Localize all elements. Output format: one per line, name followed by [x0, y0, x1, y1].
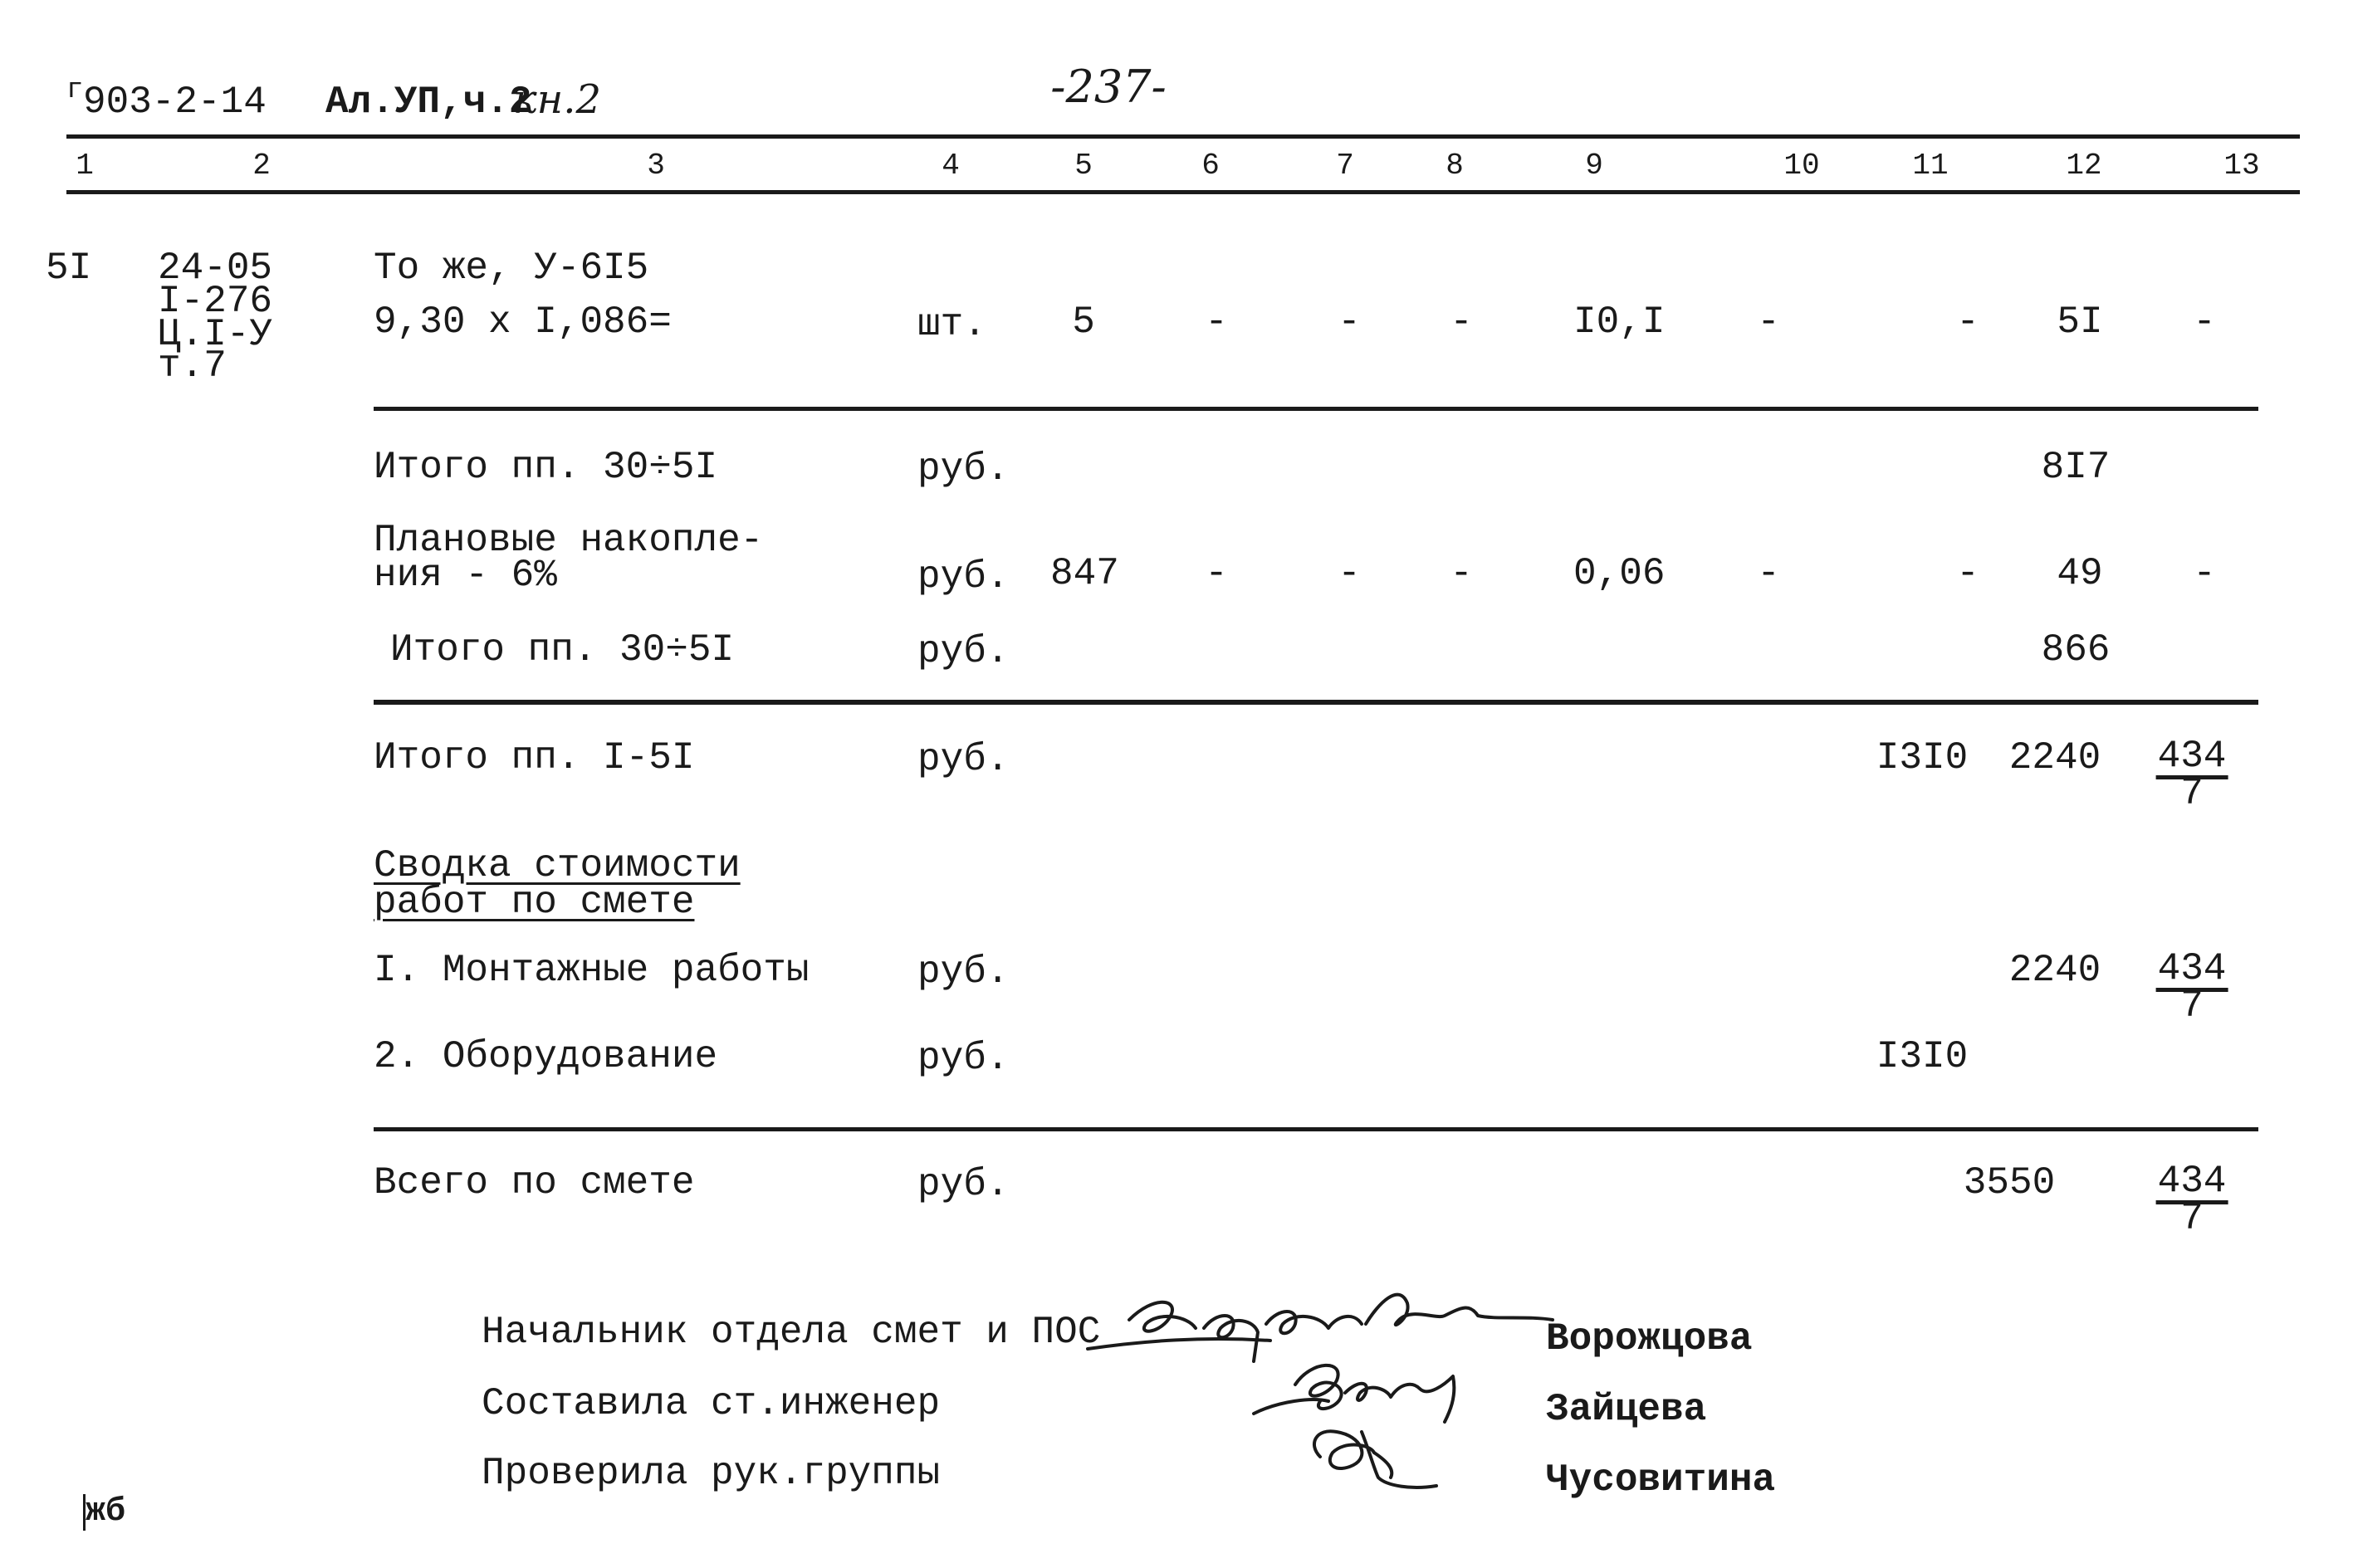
planned-col8: -: [1450, 552, 1473, 595]
subtotal-1-unit: руб.: [917, 447, 1010, 491]
planned-col11: -: [1956, 552, 1979, 595]
total-all-col12: 2240: [2008, 736, 2101, 779]
grand-total-value: 3550: [1963, 1161, 2056, 1204]
fraction-numerator: 434: [2157, 735, 2227, 778]
doc-code: 903-2-14: [83, 81, 267, 124]
header-corner-mark: г: [66, 75, 84, 106]
summary-heading-line2: работ по смете: [374, 881, 695, 924]
section-rule: [374, 700, 2258, 705]
signatory-name: Чусовитина: [1546, 1458, 1776, 1502]
col-header-3: 3: [647, 149, 665, 183]
col-header-5: 5: [1074, 149, 1093, 183]
total-all-col13-fraction: [2156, 737, 2228, 813]
planned-label-line1: Плановые накопле-: [374, 519, 764, 562]
planned-col10: -: [1757, 552, 1780, 595]
signatory-name: Зайцева: [1546, 1388, 1707, 1431]
col-header-13: 13: [2223, 149, 2260, 183]
col-header-12: 12: [2066, 149, 2102, 183]
item-col6: -: [1205, 300, 1228, 344]
handwritten-signature-2: [1245, 1351, 1494, 1426]
album-ref: Ал.УП,ч.2: [325, 81, 532, 124]
signature-role: Составила ст.инженер: [482, 1382, 941, 1425]
footer-mark: жб: [83, 1494, 125, 1531]
subtotal-2-unit: руб.: [917, 630, 1010, 673]
col-header-2: 2: [252, 149, 271, 183]
handwritten-signature-3: [1295, 1419, 1445, 1502]
page-number: -237-: [1050, 61, 1167, 113]
signature-role: Начальник отдела смет и ПОС: [482, 1311, 1101, 1354]
planned-col5: 847: [1050, 552, 1119, 595]
col-header-10: 10: [1783, 149, 1820, 183]
summary-row-1-unit: руб.: [917, 950, 1010, 994]
summary-row-2-col11: I3I0: [1876, 1035, 1969, 1078]
summary-row-2-label: 2. Оборудование: [374, 1035, 718, 1078]
col-header-8: 8: [1446, 149, 1464, 183]
fraction-numerator: 434: [2157, 947, 2227, 990]
item-name-line2: 9,30 х I,086=: [374, 300, 672, 344]
item-col8: -: [1450, 300, 1473, 344]
summary-row-1-label: I. Монтажные работы: [374, 949, 810, 992]
item-number: 5I: [46, 247, 92, 290]
summary-row-2-unit: руб.: [917, 1037, 1010, 1080]
total-all-col11: I3I0: [1876, 736, 1969, 779]
item-col10: -: [1757, 300, 1780, 344]
fraction-numerator: 434: [2157, 1160, 2227, 1203]
fraction-denominator: 7: [2180, 984, 2204, 1028]
signatory-name: Ворожцова: [1546, 1317, 1753, 1360]
planned-col12: 49: [2057, 552, 2103, 595]
planned-col7: -: [1338, 552, 1361, 595]
signature-role: Проверила рук.группы: [482, 1452, 941, 1495]
planned-col9: 0,06: [1573, 552, 1666, 595]
col-header-4: 4: [942, 149, 960, 183]
grand-total-label: Всего по смете: [374, 1161, 695, 1204]
item-qty: 5: [1072, 300, 1095, 344]
fraction-denominator: 7: [2180, 772, 2204, 815]
subtotal-2-label: Итого пп. 30÷5I: [390, 628, 735, 672]
grand-total-unit: руб.: [917, 1163, 1010, 1206]
item-code-line: I-276: [158, 280, 273, 323]
item-code-line: т.7: [158, 344, 227, 388]
item-col13: -: [2193, 300, 2216, 344]
header-rule-bottom: [66, 190, 2300, 194]
planned-col13: -: [2193, 552, 2216, 595]
col-header-7: 7: [1336, 149, 1354, 183]
col-header-6: 6: [1201, 149, 1220, 183]
grand-total-col13-fraction: [2156, 1162, 2228, 1238]
summary-row-1-col12: 2240: [2008, 949, 2101, 992]
col-header-9: 9: [1585, 149, 1603, 183]
fraction-denominator: 7: [2180, 1197, 2204, 1240]
header-rule-top: [66, 134, 2300, 139]
summary-row-1-col13-fraction: [2156, 947, 2228, 1028]
item-code-line: Ц.I-У: [158, 313, 273, 356]
col-header-1: 1: [76, 149, 94, 183]
planned-label-line2: ния - 6%: [374, 554, 557, 597]
item-col12: 5I: [2057, 300, 2103, 344]
item-code-line: 24-05: [158, 247, 273, 290]
section-rule: [374, 407, 2258, 411]
subtotal-1-col12: 8I7: [2041, 446, 2111, 489]
section-rule: [374, 1127, 2258, 1131]
item-col11: -: [1956, 300, 1979, 344]
summary-heading-line1: Сводка стоимости: [374, 844, 741, 887]
item-col7: -: [1338, 300, 1361, 344]
subtotal-1-label: Итого пп. 30÷5I: [374, 446, 718, 489]
planned-unit: руб.: [917, 555, 1010, 598]
subtotal-2-col12: 866: [2041, 628, 2111, 672]
total-all-label: Итого пп. I-5I: [374, 736, 695, 779]
item-unit: шт.: [917, 303, 986, 346]
col-header-11: 11: [1912, 149, 1949, 183]
total-all-unit: руб.: [917, 738, 1010, 781]
item-name-line1: То же, У-6I5: [374, 247, 649, 290]
item-col9: I0,I: [1573, 300, 1666, 344]
planned-col6: -: [1205, 552, 1228, 595]
book-ref: кн.2: [513, 76, 602, 123]
